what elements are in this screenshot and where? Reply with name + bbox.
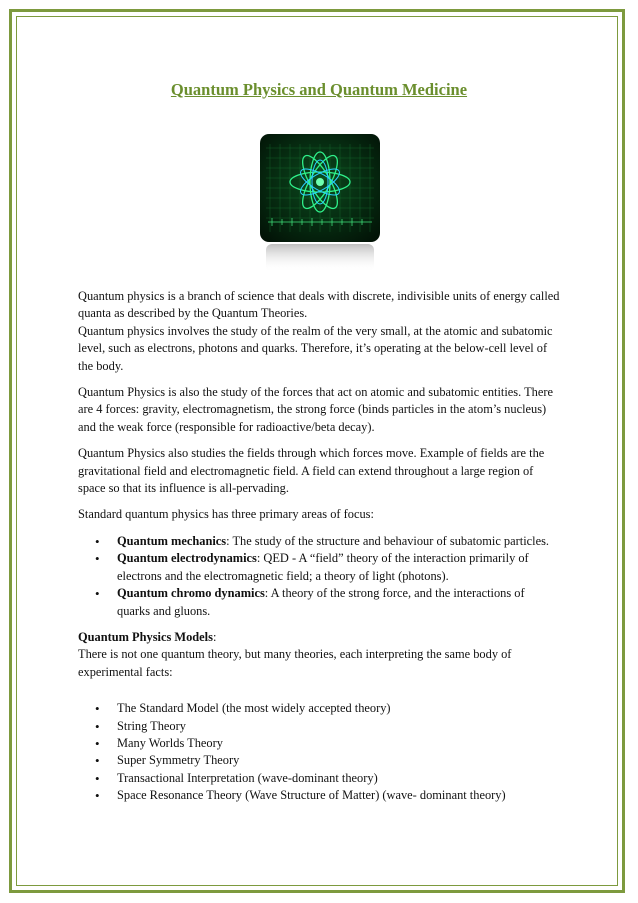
paragraph-models-intro: There is not one quantum theory, but many theories, each interpreting the same body of experimental facts: [78, 647, 512, 679]
document-body [78, 288, 560, 814]
list-item: • Transactional Interpretation (wave-dominant theory) [78, 770, 560, 787]
models-list [78, 700, 560, 804]
focus-term: Quantum chromo dynamics [117, 586, 265, 601]
list-item: • Super Symmetry Theory [78, 752, 560, 769]
paragraph-areas-intro: Standard quantum physics has three primary areas of focus: [78, 507, 374, 522]
models-heading-suffix: : [212, 629, 217, 644]
paragraph-intro-1: Quantum physics is a branch of science that deals with discrete, indivisible units of energy called quanta as described by the Quantum Theories. [78, 289, 560, 321]
list-item: • The Standard Model (the most widely accepted theory) [78, 700, 560, 717]
focus-term: Quantum electrodynamics [117, 551, 257, 566]
focus-areas-list [78, 533, 560, 620]
focus-desc: : The study of the structure and behaviour of subatomic particles. [226, 533, 549, 548]
focus-term: Quantum mechanics [117, 533, 227, 548]
focus-desc: : A theory of the strong force, and the interactions of quarks and gluons. [117, 586, 525, 618]
focus-desc: : QED - A “field” theory of the interaction primarily of electrons and the electromagnetic field; a theory of light (photons). [117, 551, 529, 583]
list-item [78, 550, 560, 585]
list-item: • Space Resonance Theory (Wave Structure of Matter) (wave- dominant theory) [78, 787, 560, 804]
list-item: • Many Worlds Theory [78, 735, 560, 752]
paragraph-intro-2: Quantum physics involves the study of the realm of the very small, at the atomic and subatomic level, such as electrons, photons and quarks. Therefore, it’s operating at the below-cell level of the body. [78, 323, 553, 373]
paragraph-forces: Quantum Physics is also the study of the forces that act on atomic and subatomic entities. There are 4 forces: gravity, electromagnetism, the strong force (binds particles in the atom’s nucleus) and the weak force (responsible for radioactive/beta decay). [78, 385, 553, 434]
quantum-atom-image [260, 134, 380, 274]
page-title: Quantum Physics and Quantum Medicine [170, 80, 468, 99]
paragraph-fields: Quantum Physics also studies the fields through which forces move. Example of fields are the gravitational field and electromagnetic field. A field can extend throughout a large region of space so that its influence is all-pervading. [78, 446, 545, 496]
list-item: • String Theory [78, 718, 560, 735]
models-heading: Quantum Physics Models [78, 629, 213, 644]
models-heading-line [78, 629, 560, 646]
list-item [78, 585, 560, 620]
list-item [78, 533, 560, 550]
